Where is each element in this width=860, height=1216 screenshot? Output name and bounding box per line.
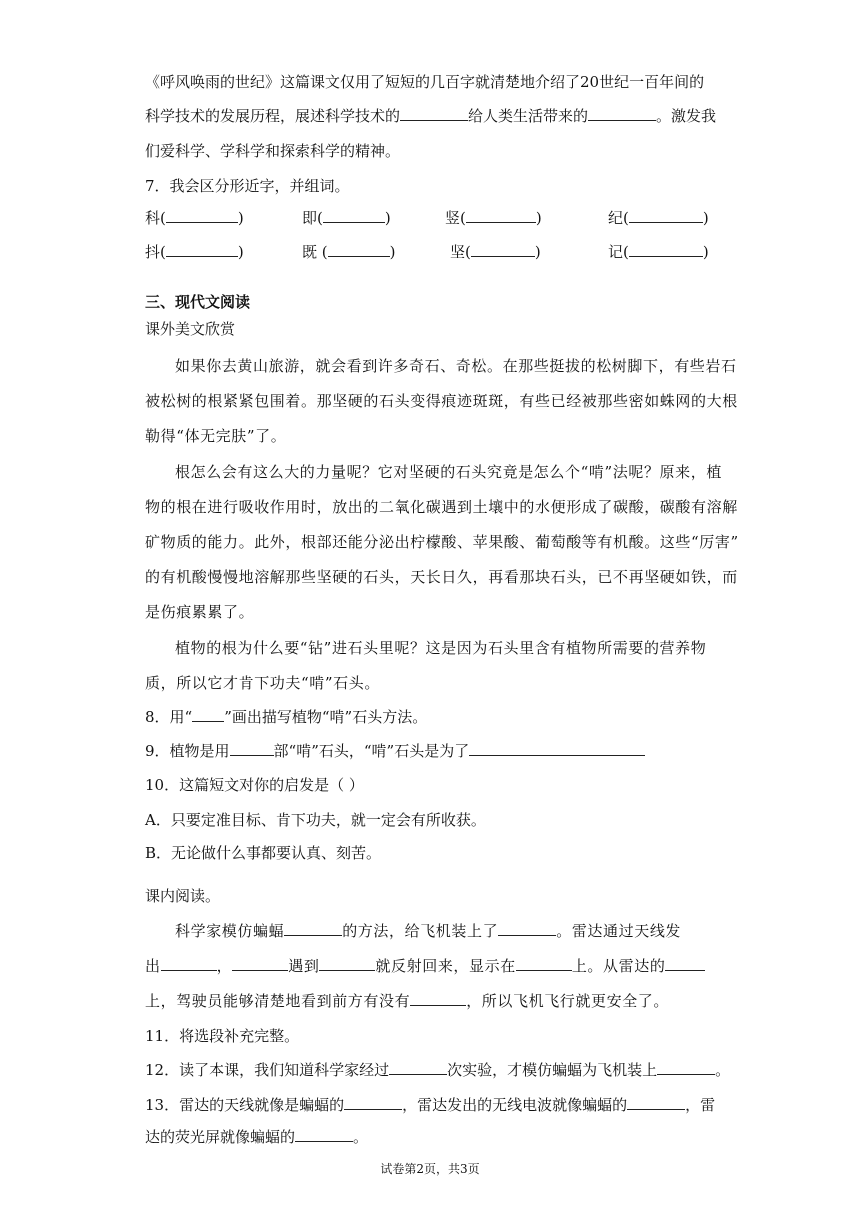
intro-text: 们爱科学、学科学和探索科学的精神。 xyxy=(145,142,401,160)
passage-text: 的有机酸慢慢地溶解那些坚硬的石头，天长日久，再看那块石头，已不再坚硬如铁，而 xyxy=(145,568,738,586)
reading-title: 课外美文欣赏 xyxy=(145,320,236,338)
char-label: 即( xyxy=(302,209,323,227)
reading-1-title xyxy=(145,319,235,339)
passage-text: 出 xyxy=(145,957,161,975)
section-3-heading xyxy=(145,292,250,312)
passage-line xyxy=(145,532,739,552)
passage-line xyxy=(145,673,380,693)
question-text: ，雷 xyxy=(685,1096,716,1114)
blank[interactable] xyxy=(284,921,342,936)
passage-line xyxy=(145,391,738,411)
paren: ) xyxy=(384,209,391,227)
page-footer xyxy=(0,1160,860,1177)
section-title: 三、现代文阅读 xyxy=(145,293,251,311)
intro-text: 。激发我 xyxy=(656,107,717,125)
passage-text: 被松树的根紧紧包围着。那坚硬的石头变得痕迹斑斑，有些已经被那些密如蛛网的大根 xyxy=(145,392,738,410)
paren: ) xyxy=(237,243,244,261)
option-a[interactable] xyxy=(145,810,486,830)
blank[interactable] xyxy=(627,1095,685,1110)
passage-line xyxy=(175,638,706,658)
blank[interactable] xyxy=(166,208,238,223)
question-7 xyxy=(145,176,350,196)
passage-text: 勒得“体无完肤”了。 xyxy=(145,427,287,445)
question-text: 次实验，才模仿蝙蝠为飞机装上 xyxy=(447,1061,658,1079)
page-number: 试卷第2页，共3页 xyxy=(380,1162,480,1176)
blank[interactable] xyxy=(295,1127,353,1142)
passage-line xyxy=(145,567,738,587)
question-13 xyxy=(145,1095,715,1115)
char-label: 科( xyxy=(145,209,166,227)
question-11 xyxy=(145,1026,299,1046)
q7-item xyxy=(608,208,709,228)
question-text: 10．这篇短文对你的启发是（ ） xyxy=(145,776,364,794)
q7-item xyxy=(450,242,541,262)
question-text: 。 xyxy=(715,1061,731,1079)
char-label: 竖( xyxy=(445,209,466,227)
intro-line-2 xyxy=(145,106,716,126)
blank[interactable] xyxy=(410,991,466,1006)
paren: ) xyxy=(389,243,396,261)
passage-text: ， xyxy=(216,957,233,975)
passage-text: 是伤痕累累了。 xyxy=(145,603,255,621)
blank[interactable] xyxy=(466,208,536,223)
question-text: ”画出描写植物“啃”石头方法。 xyxy=(224,708,428,726)
passage-line xyxy=(145,497,738,517)
passage-text: 物的根在进行吸收作用时，放出的二氧化碳遇到土壤中的水便形成了碳酸，碳酸有溶解 xyxy=(145,498,738,516)
passage-2-line xyxy=(175,921,681,941)
paren: ) xyxy=(535,209,542,227)
blank[interactable] xyxy=(498,921,556,936)
char-label: 抖( xyxy=(145,243,166,261)
paren: ) xyxy=(702,243,709,261)
blank[interactable] xyxy=(400,106,468,121)
option-text: B．无论做什么事都要认真、刻苦。 xyxy=(145,844,382,862)
passage-line xyxy=(175,462,722,482)
paren: ) xyxy=(702,209,709,227)
question-text: ，雷达发出的无线电波就像蝙蝠的 xyxy=(402,1096,628,1114)
passage-text: 矿物质的能力。此外，根部还能分泌出柠檬酸、苹果酸、葡萄酸等有机酸。这些“厉害” xyxy=(145,533,739,551)
intro-text: 科学技术的发展历程，展述科学技术的 xyxy=(145,107,401,125)
blank[interactable] xyxy=(328,242,390,257)
intro-line-3 xyxy=(145,141,400,161)
passage-text: 遇到 xyxy=(288,957,320,975)
passage-text: 植物的根为什么要“钻”进石头里呢？这是因为石头里含有植物所需要的营养物 xyxy=(175,639,707,657)
q7-item xyxy=(302,242,395,262)
option-b[interactable] xyxy=(145,843,381,863)
blank[interactable] xyxy=(389,1060,447,1075)
blank[interactable] xyxy=(344,1095,402,1110)
blank[interactable] xyxy=(588,106,656,121)
question-8 xyxy=(145,707,427,727)
question-text: 8．用“ xyxy=(145,708,193,726)
passage-text: 质，所以它才肯下功夫“啃”石头。 xyxy=(145,674,380,692)
question-text: 13．雷达的天线就像是蝙蝠的 xyxy=(145,1096,345,1114)
blank[interactable] xyxy=(665,956,705,971)
passage-text: 的方法，给飞机装上了 xyxy=(342,922,499,940)
blank[interactable] xyxy=(161,956,217,971)
blank[interactable] xyxy=(471,242,535,257)
intro-line-1 xyxy=(145,72,704,92)
passage-text: 根怎么会有这么大的力量呢？它对坚硬的石头究竟是怎么个“啃”法呢？原来，植 xyxy=(175,463,722,481)
q7-item xyxy=(608,242,709,262)
paren: ) xyxy=(237,209,244,227)
question-text: 12．读了本课，我们知道科学家经过 xyxy=(145,1061,390,1079)
passage-text: 。雷达通过天线发 xyxy=(556,922,682,940)
paren: ) xyxy=(534,243,541,261)
blank[interactable] xyxy=(319,956,375,971)
char-label: 既 ( xyxy=(302,243,328,261)
question-text: 7．我会区分形近字，并组词。 xyxy=(145,177,350,195)
q7-item xyxy=(145,242,244,262)
question-text: 。 xyxy=(353,1128,369,1146)
passage-text: 科学家模仿蝙蝠 xyxy=(175,922,285,940)
blank[interactable] xyxy=(323,208,385,223)
passage-text: 就反射回来，显示在 xyxy=(375,957,516,975)
intro-text: 《呼风唤雨的世纪》这篇课文仅用了短短的几百字就清楚地介绍了20世纪一百年间的 xyxy=(145,73,705,91)
passage-2-line xyxy=(145,956,705,976)
question-text: 11．将选段补充完整。 xyxy=(145,1027,300,1045)
question-text: 达的荧光屏就像蝙蝠的 xyxy=(145,1128,296,1146)
reading-title: 课内阅读。 xyxy=(145,887,221,905)
blank[interactable] xyxy=(230,741,274,756)
passage-text: 上，驾驶员能够清楚地看到前方有没有 xyxy=(145,992,411,1010)
q7-item xyxy=(445,208,542,228)
blank[interactable] xyxy=(166,242,238,257)
char-label: 坚( xyxy=(450,243,471,261)
passage-line xyxy=(145,426,286,446)
passage-text: ，所以飞机飞行就更安全了。 xyxy=(466,992,670,1010)
question-12 xyxy=(145,1060,730,1080)
question-text: 部“啃”石头，“啃”石头是为了 xyxy=(273,742,470,760)
underline-sample xyxy=(192,707,224,722)
option-text: A．只要定准目标、肯下功夫，就一定会有所收获。 xyxy=(145,811,486,829)
passage-line xyxy=(175,356,737,376)
question-10 xyxy=(145,775,364,795)
passage-text: 上。从雷达的 xyxy=(571,957,666,975)
passage-text: 如果你去黄山旅游，就会看到许多奇石、奇松。在那些挺拔的松树脚下，有些岩石 xyxy=(175,357,737,375)
passage-line xyxy=(145,602,254,622)
char-label: 记( xyxy=(608,243,629,261)
blank[interactable] xyxy=(657,1060,715,1075)
q7-item xyxy=(302,208,391,228)
blank[interactable] xyxy=(629,242,703,257)
char-label: 纪( xyxy=(608,209,629,227)
passage-2-line xyxy=(145,991,669,1011)
blank[interactable] xyxy=(469,741,645,756)
blank[interactable] xyxy=(629,208,703,223)
question-13-cont xyxy=(145,1127,368,1147)
intro-text: 给人类生活带来的 xyxy=(468,107,589,125)
question-9 xyxy=(145,741,645,761)
question-text: 9．植物是用 xyxy=(145,742,230,760)
blank[interactable] xyxy=(232,956,288,971)
q7-item xyxy=(145,208,244,228)
blank[interactable] xyxy=(516,956,572,971)
reading-2-title xyxy=(145,886,220,906)
